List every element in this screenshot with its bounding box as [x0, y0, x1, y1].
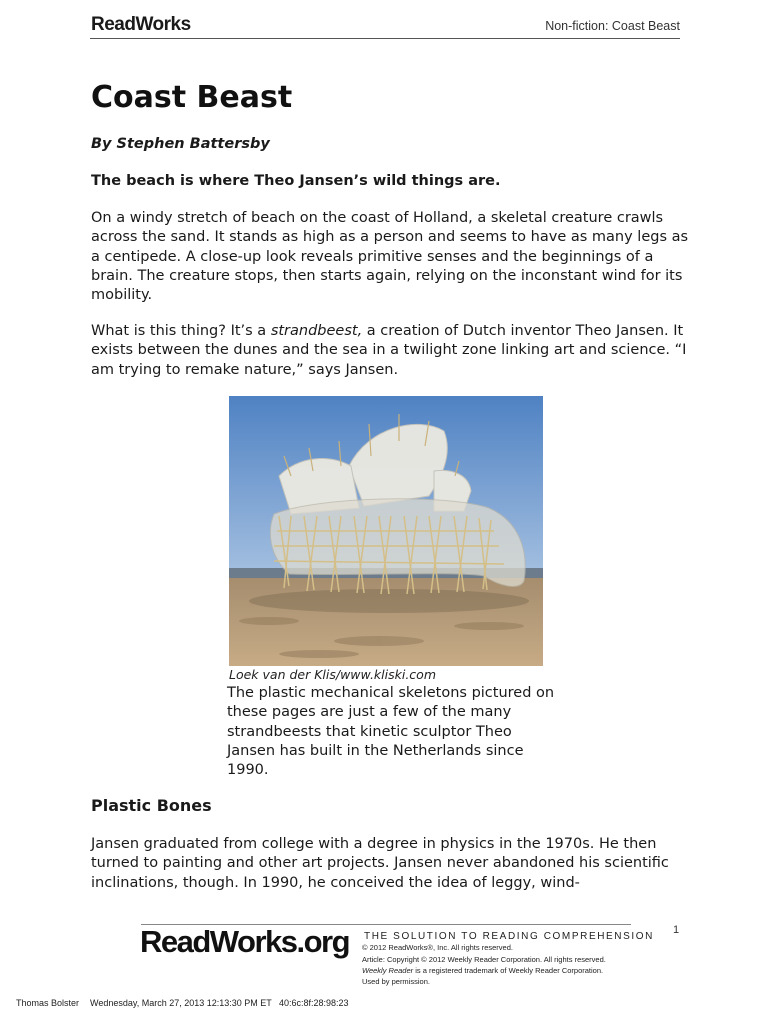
legal-line-3-emphasis: Weekly Reader: [362, 966, 414, 975]
header-divider: [90, 38, 680, 39]
print-timestamp: Wednesday, March 27, 2013 12:13:30 PM ET: [90, 998, 272, 1008]
article-subhead: The beach is where Theo Jansen’s wild things are.: [91, 173, 501, 189]
print-id: 40:6c:8f:28:98:23: [279, 998, 349, 1008]
paragraph-2-emphasis: strandbeest,: [270, 323, 363, 339]
footer-logo: ReadWorks.org: [140, 924, 350, 959]
article-title: Coast Beast: [91, 80, 293, 115]
print-user: Thomas Bolster: [16, 998, 80, 1008]
photo-caption: The plastic mechanical skeletons pictured on these pages are just a few of the many strandbeests that kinetic sculptor Theo Jansen has built in the Netherlands since 1990.: [227, 685, 555, 779]
strandbeest-photo: [229, 396, 543, 666]
legal-line-3-rest: is a registered trademark of Weekly Reader Corporation.: [413, 966, 604, 975]
legal-line-3: [362, 966, 603, 975]
paragraph-2: [91, 322, 691, 380]
header-logo: ReadWorks: [91, 14, 191, 35]
legal-line-1: © 2012 ReadWorks®, Inc. All rights reserved.: [362, 943, 513, 952]
article-byline: By Stephen Battersby: [91, 136, 270, 152]
section-tag: Non-fiction: Coast Beast: [545, 19, 680, 33]
paragraph-3: Jansen graduated from college with a degree in physics in the 1970s. He then turned to painting and other art projects. Jansen never abandoned his scientific inclinations, though. In 1990, he conceived the idea of leggy, wind-: [91, 836, 669, 891]
paragraph-2-after: a creation of Dutch inventor Theo Jansen. It exists between the dunes and the sea in a twilight zone linking art and science. “I am trying to remake nature,” says Jansen.: [91, 323, 687, 378]
section-heading: Plastic Bones: [91, 796, 212, 815]
page-number: 1: [673, 924, 680, 936]
paragraph-2-before: What is this thing? It’s a: [91, 323, 271, 339]
legal-line-4: Used by permission.: [362, 977, 430, 986]
legal-line-2: Article: Copyright © 2012 Weekly Reader Corporation. All rights reserved.: [362, 955, 606, 964]
photo-credit: Loek van der Klis/www.kliski.com: [229, 667, 436, 682]
footer-tagline: THE SOLUTION TO READING COMPREHENSION: [364, 931, 654, 942]
paragraph-1: On a windy stretch of beach on the coast of Holland, a skeletal creature crawls across the sand. It stands as high as a person and seems to have as many legs as a centipede. A close-up look reveals primitive senses and the beginnings of a brain. The creature stops, then starts again, relying on the inconstant wind for its mobility.: [91, 210, 689, 304]
